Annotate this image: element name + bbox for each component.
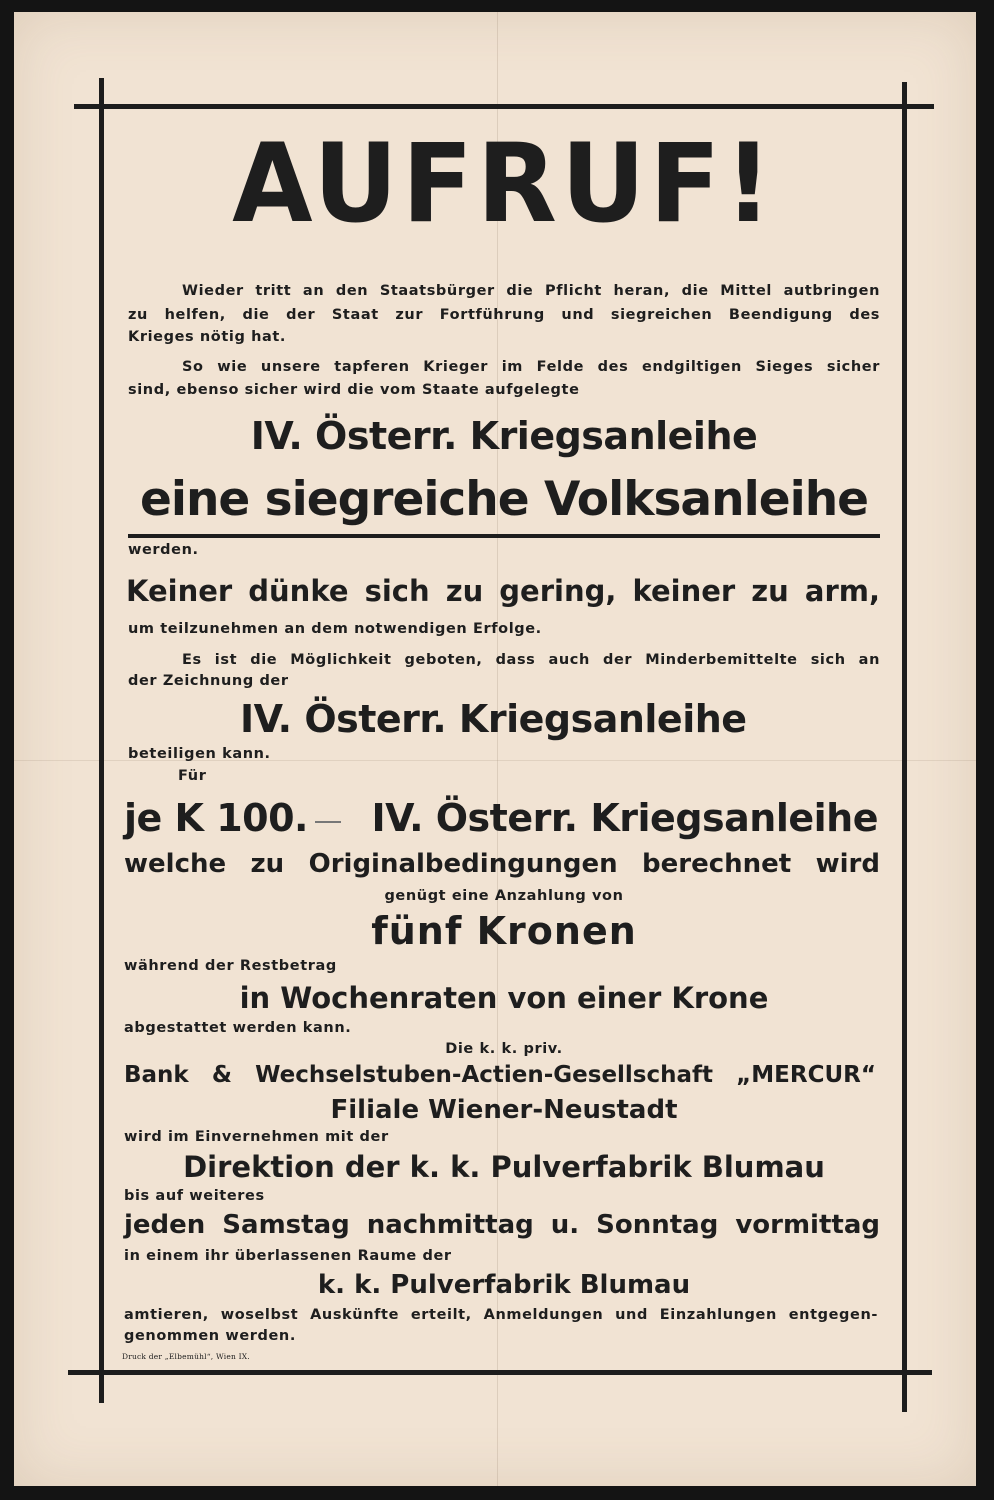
paragraph-2-line-2: sind, ebenso sicher wird die vom Staate aufgelegte bbox=[128, 382, 580, 398]
fuenf-kronen-heading: fünf Kronen bbox=[371, 909, 637, 953]
bank-heading: Bank & Wechselstuben-Actien-Gesellschaft „MERCUR“ bbox=[124, 1062, 876, 1088]
paragraph-1-line-1: Wieder tritt an den Staatsbürger die Pflicht heran, die Mittel autbringen bbox=[182, 283, 880, 299]
je-k-100-text: je K 100. bbox=[124, 796, 308, 840]
direktion-heading: Direktion der k. k. Pulverfabrik Blumau bbox=[183, 1150, 825, 1184]
paragraph-3-line-2: der Zeichnung der bbox=[128, 673, 289, 689]
frame-right bbox=[902, 82, 907, 1412]
waehrend-text: während der Restbetrag bbox=[124, 958, 337, 974]
einvernehmen-text: wird im Einvernehmen mit der bbox=[124, 1129, 389, 1145]
werden-text: werden. bbox=[128, 542, 199, 558]
paragraph-3-line-1: Es ist die Möglichkeit geboten, dass auch der Minderbemittelte sich an bbox=[182, 652, 880, 668]
keiner-heading: Keiner dünke sich zu gering, keiner zu arm, bbox=[126, 574, 880, 608]
slogan-heading: eine siegreiche Volksanleihe bbox=[139, 472, 869, 527]
poster-title: AUFRUF! bbox=[232, 118, 776, 248]
jeden-heading: jeden Samstag nachmittag u. Sonntag vormittag bbox=[124, 1210, 880, 1240]
fuer-text: Für bbox=[178, 768, 207, 784]
abgestattet-text: abgestattet werden kann. bbox=[124, 1020, 352, 1036]
frame-bottom bbox=[68, 1370, 932, 1375]
genuegt-text: genügt eine Anzahlung von bbox=[384, 888, 624, 904]
in-einem-text: in einem ihr überlassenen Raume der bbox=[124, 1248, 452, 1264]
genommen-text: genommen werden. bbox=[124, 1328, 296, 1344]
frame-top bbox=[74, 104, 934, 109]
printer-imprint: Druck der „Elbemühl“, Wien IX. bbox=[122, 1352, 250, 1361]
beteiligen-text: beteiligen kann. bbox=[128, 746, 271, 762]
bis-auf-text: bis auf weiteres bbox=[124, 1188, 265, 1204]
loan-heading-2: IV. Österr. Kriegsanleihe bbox=[240, 697, 747, 741]
welche-heading: welche zu Originalbedingungen berechnet wird bbox=[124, 849, 880, 879]
slogan-underline bbox=[128, 534, 880, 538]
wochenraten-heading: in Wochenraten von einer Krone bbox=[239, 981, 769, 1015]
paragraph-1-line-3: Krieges nötig hat. bbox=[128, 329, 287, 345]
pulverfabrik-heading: k. k. Pulverfabrik Blumau bbox=[317, 1270, 691, 1300]
die-kk-text: Die k. k. priv. bbox=[445, 1041, 563, 1057]
poster-content bbox=[110, 112, 898, 1362]
frame-left bbox=[99, 78, 104, 1403]
paragraph-2-line-1: So wie unsere tapferen Krieger im Felde des endgiltigen Sieges sicher bbox=[182, 359, 880, 375]
dash-rule bbox=[315, 821, 341, 823]
amtieren-text: amtieren, woselbst Auskünfte erteilt, Anmeldungen und Einzahlungen entgegen- bbox=[124, 1307, 878, 1323]
teilnehmen-text: um teilzunehmen an dem notwendigen Erfolge. bbox=[128, 621, 542, 637]
filiale-heading: Filiale Wiener-Neustadt bbox=[330, 1095, 678, 1125]
paragraph-1-line-2: zu helfen, die der Staat zur Fortführung und siegreichen Beendigung des bbox=[128, 307, 880, 323]
loan-heading-3: IV. Österr. Kriegsanleihe bbox=[371, 796, 878, 840]
loan-heading-1: IV. Österr. Kriegsanleihe bbox=[250, 414, 758, 458]
